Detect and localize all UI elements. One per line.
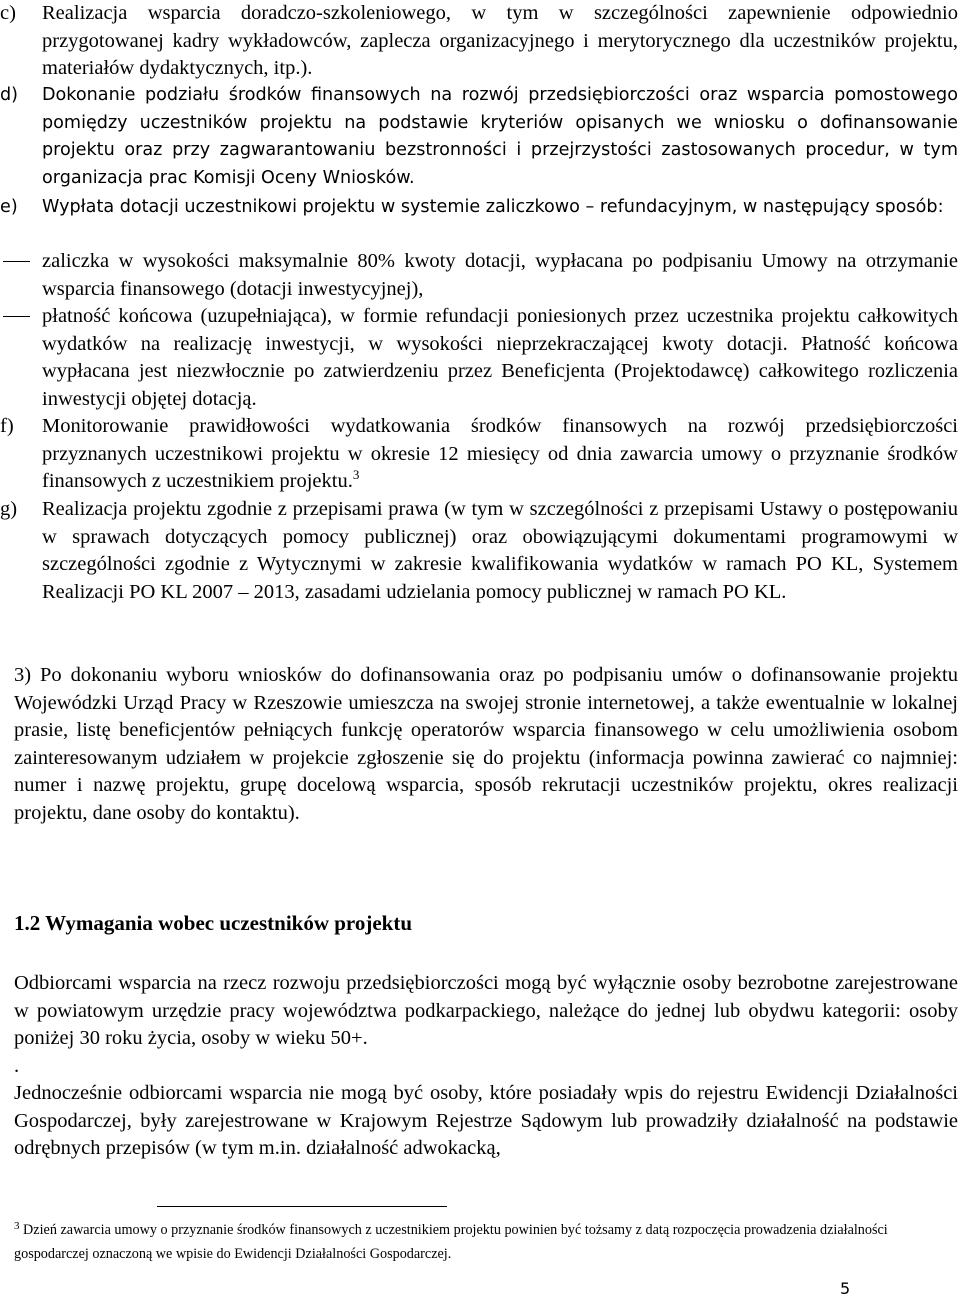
bullet-text: płatność końcowa (uzupełniająca), w formie refundacji poniesionych przez uczestnika projektu całkowitych wydatków na realizację inwestycji, w wysokości nieprzekraczającej kwoty dotacji. Płatność końcowa wypłacana jest niezwłocznie po zatwierdzeniu przez Beneficjenta (Projektodawcę) całkowitego rozliczenia inwestycji objętej dotacją.: [42, 305, 958, 410]
dash-bullet-icon: [3, 316, 30, 317]
list-item-text: Dokonanie podziału środków finansowych na rozwój przedsiębiorczości oraz wsparcia pomostowego pomiędzy uczestników projektu na podstawie kryteriów opisanych we wniosku o dofinansowanie projektu oraz przy zagwarantowaniu bezstronności i przejrzystości zastosowanych procedur, w tym organizacja prac Komisji Oceny Wniosków.: [42, 85, 958, 188]
bullet-item: [0, 248, 958, 303]
list-item-text: Realizacja projektu zgodnie z przepisami prawa (w tym w szczególności z przepisami Ustawy o postępowaniu w sprawach dotyczących pomocy publicznej) oraz obowiązującymi dokumentami programowymi w szczególności zgodnie z Wytycznymi w zakresie kwalifikowania wydatków w ramach PO KL, Systemem Realizacji PO KL 2007 – 2013, zasadami udzielania pomocy publicznej w ramach PO KL.: [42, 498, 958, 603]
bullet-item: [0, 303, 958, 413]
list-marker: g): [0, 498, 18, 520]
list-item-d: [0, 82, 958, 192]
list-item-text: Realizacja wsparcia doradczo-szkoleniowego, w tym w szczególności zapewnienie odpowiednio przygotowanej kadry wykładowców, zaplecza organizacyjnego i merytorycznego dla uczestników projektu, materiałów dydaktycznych, itp.).: [42, 2, 958, 79]
list-item-text: [42, 413, 958, 496]
section-heading: 1.2 Wymagania wobec uczestników projektu: [14, 911, 413, 935]
list-marker: c): [0, 2, 16, 24]
list-marker: f): [0, 415, 14, 437]
list-item-g: [0, 496, 958, 606]
dash-bullet-icon: [3, 261, 30, 262]
point-3-paragraph: 3) Po dokonaniu wyboru wniosków do dofinansowania oraz po podpisaniu umów o dofinansowanie projektu Wojewódzki Urząd Pracy w Rzeszowie umieszcza na swojej stronie internetowej, a także ewentualnie w lokalnej prasie, listę beneficjentów pełniących funkcję operatorów wsparcia finansowego w celu umożliwienia osobom zainteresowanym udziałem w projekcie zgłoszenie się do projektu (informacja powinna zawierać co najmniej: numer i nazwę projektu, grupę docelową wsparcia, sposób rekrutacji uczestników projektu, okres realizacji projektu, dane osoby do kontaktu).: [14, 664, 958, 824]
footnote-number: 3: [14, 1220, 20, 1232]
bullet-text: zaliczka w wysokości maksymalnie 80% kwoty dotacji, wypłacana po podpisaniu Umowy na otrzymanie wsparcia finansowego (dotacji inwestycyjnej),: [42, 250, 958, 300]
separator-dot: .: [14, 1055, 20, 1077]
footnote-text: Dzień zawarcia umowy o przyznanie środków finansowych z uczestnikiem projektu powinien być tożsamy z datą rozpoczęcia prowadzenia działalności gospodarczej oznaczoną we wpisie do Ewidencji Działalności Gospodarczej.: [14, 1222, 888, 1262]
footnote: [14, 1214, 944, 1266]
list-item-e: [0, 194, 958, 222]
page-number: 5: [840, 1279, 851, 1298]
list-marker: e): [0, 197, 18, 217]
footnote-divider: [157, 1206, 447, 1207]
list-marker: d): [0, 85, 19, 105]
list-item-c: [0, 0, 958, 83]
list-item-text: Wypłata dotacji uczestnikowi projektu w systemie zaliczkowo – refundacyjnym, w następujący sposób:: [42, 197, 944, 217]
list-item-f: [0, 413, 958, 496]
footnote-reference: 3: [352, 467, 360, 482]
list-item-text-content: Monitorowanie prawidłowości wydatkowania środków finansowych na rozwój przedsiębiorczości przyznanych uczestnikowi projektu w okresie 12 miesięcy od dnia zawarcia umowy o przyznanie środków finansowych z uczestnikiem projektu.: [42, 415, 958, 492]
exclusions-paragraph: Jednocześnie odbiorcami wsparcia nie mogą być osoby, które posiadały wpis do rejestru Ewidencji Działalności Gospodarczej, były zarejestrowane w Krajowym Rejestrze Sądowym lub prowadziły działalność na podstawie odrębnych przepisów (w tym m.in. działalność adwokacką,: [14, 1082, 958, 1159]
requirements-paragraph: Odbiorcami wsparcia na rzecz rozwoju przedsiębiorczości mogą być wyłącznie osoby bezrobotne zarejestrowane w powiatowym urzędzie pracy województwa podkarpackiego, należące do jednej lub obydwu kategorii: osoby poniżej 30 roku życia, osoby w wieku 50+.: [14, 972, 958, 1049]
